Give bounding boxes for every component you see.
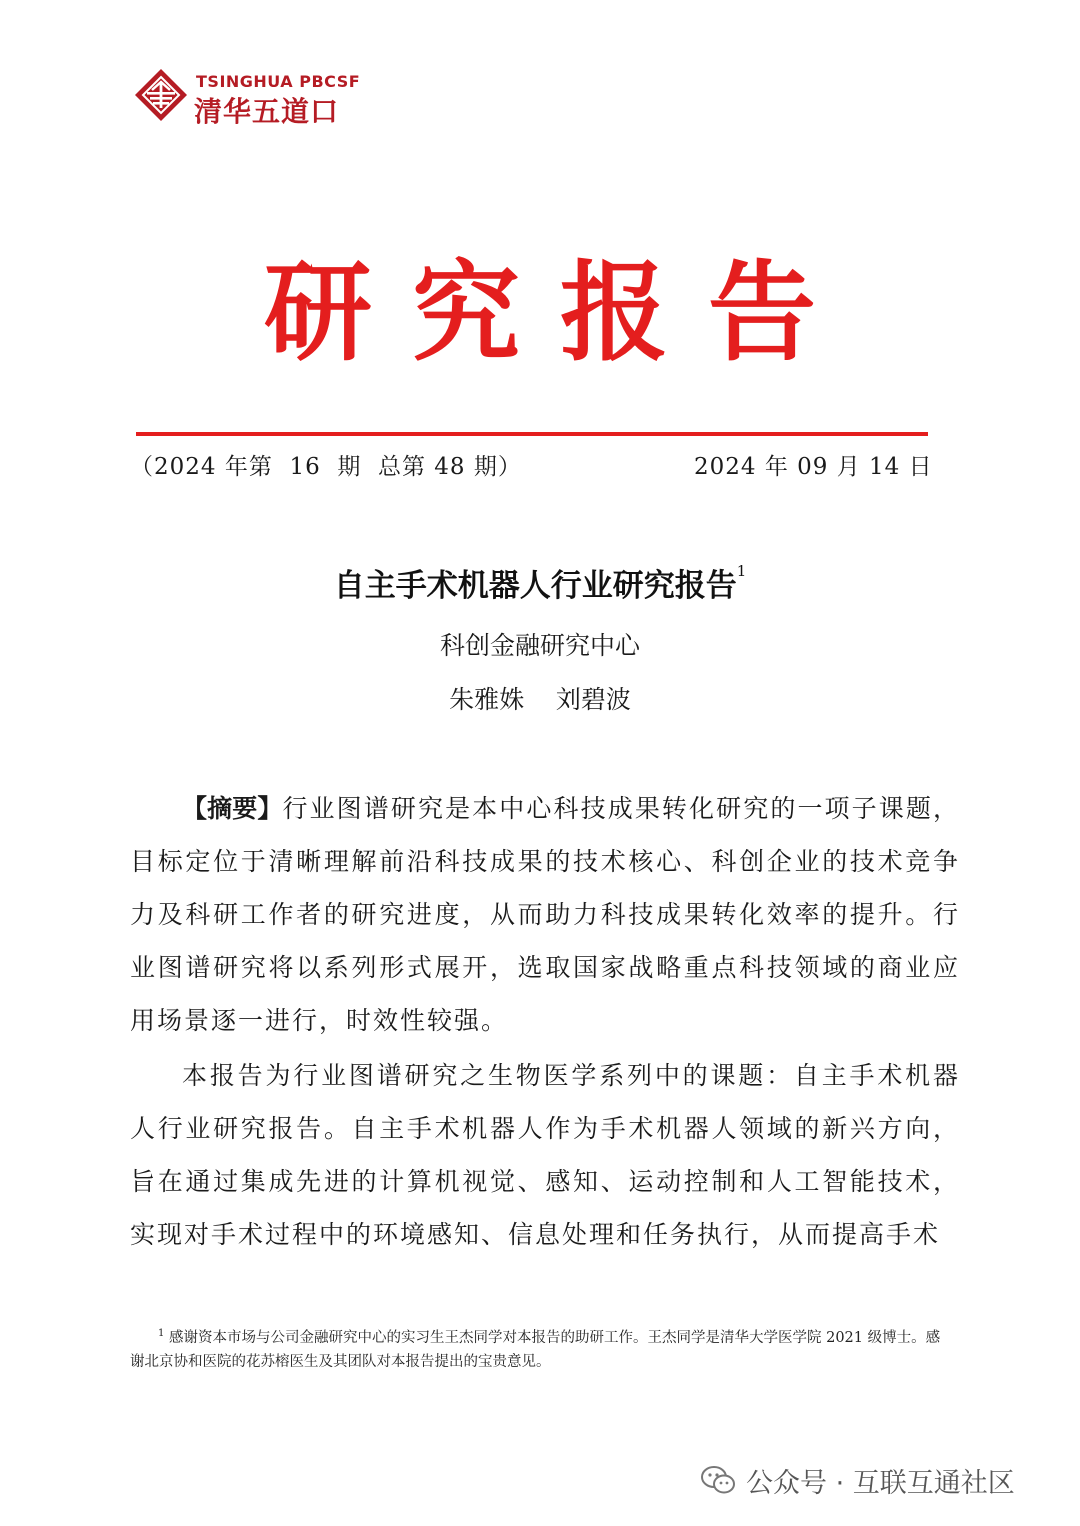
wechat-icon [700,1464,736,1496]
abstract-paragraph [130,782,960,1047]
authors: 朱雅姝 刘碧波 [449,685,631,714]
body-paragraph: 本报告为行业图谱研究之生物医学系列中的课题：自主手术机器人行业研究报告。自主手术机器人作为手术机器人领域的新兴方向，旨在通过集成先进的计算机视觉、感知、运动控制和人工智能技术，实现对手术过程中的环境感知、信息处理和任务执行，从而提高手术 [130,1061,960,1249]
abstract-label: 【摘要】 [182,794,283,823]
document-title-text: 自主手术机器人行业研究报告 [333,568,737,604]
document-title [0,560,1080,605]
logo-chinese-name: 清华五道口 [194,95,340,128]
wechat-watermark [700,1460,1015,1500]
issue-number: （2024 年第 16 期 总第 48 期） [130,454,522,480]
abstract-text: 行业图谱研究是本中心科技成果转化研究的一项子课题，目标定位于清晰理解前沿科技成果的技术核心、科创企业的技术竞争力及科研工作者的研究进度，从而助力科技成果转化效率的提升。行业图谱研究将以系列形式展开，选取国家战略重点科技领域的商业应用场景逐一进行，时效性较强。 [130,794,960,1035]
footnote [130,1322,950,1374]
tsinghua-logo-icon [134,68,188,122]
footnote-text: 感谢资本市场与公司金融研究中心的实习生王杰同学对本报告的助研工作。王杰同学是清华大学医学院 2021 级博士。感谢北京协和医院的花苏榕医生及其团队对本报告提出的宝贵意见。 [130,1329,941,1370]
report-heading: 研究报告 [263,250,856,376]
organization-name: 科创金融研究中心 [439,631,640,660]
logo-english-name: TSINGHUA PBCSF [196,72,361,91]
title-footnote-mark: 1 [736,562,747,580]
issue-date: 2024 年 09 月 14 日 [694,454,933,480]
footnote-mark: 1 [158,1328,165,1339]
watermark-text: 公众号 · 互联互通社区 [746,1467,1015,1499]
heading-divider [136,432,928,436]
